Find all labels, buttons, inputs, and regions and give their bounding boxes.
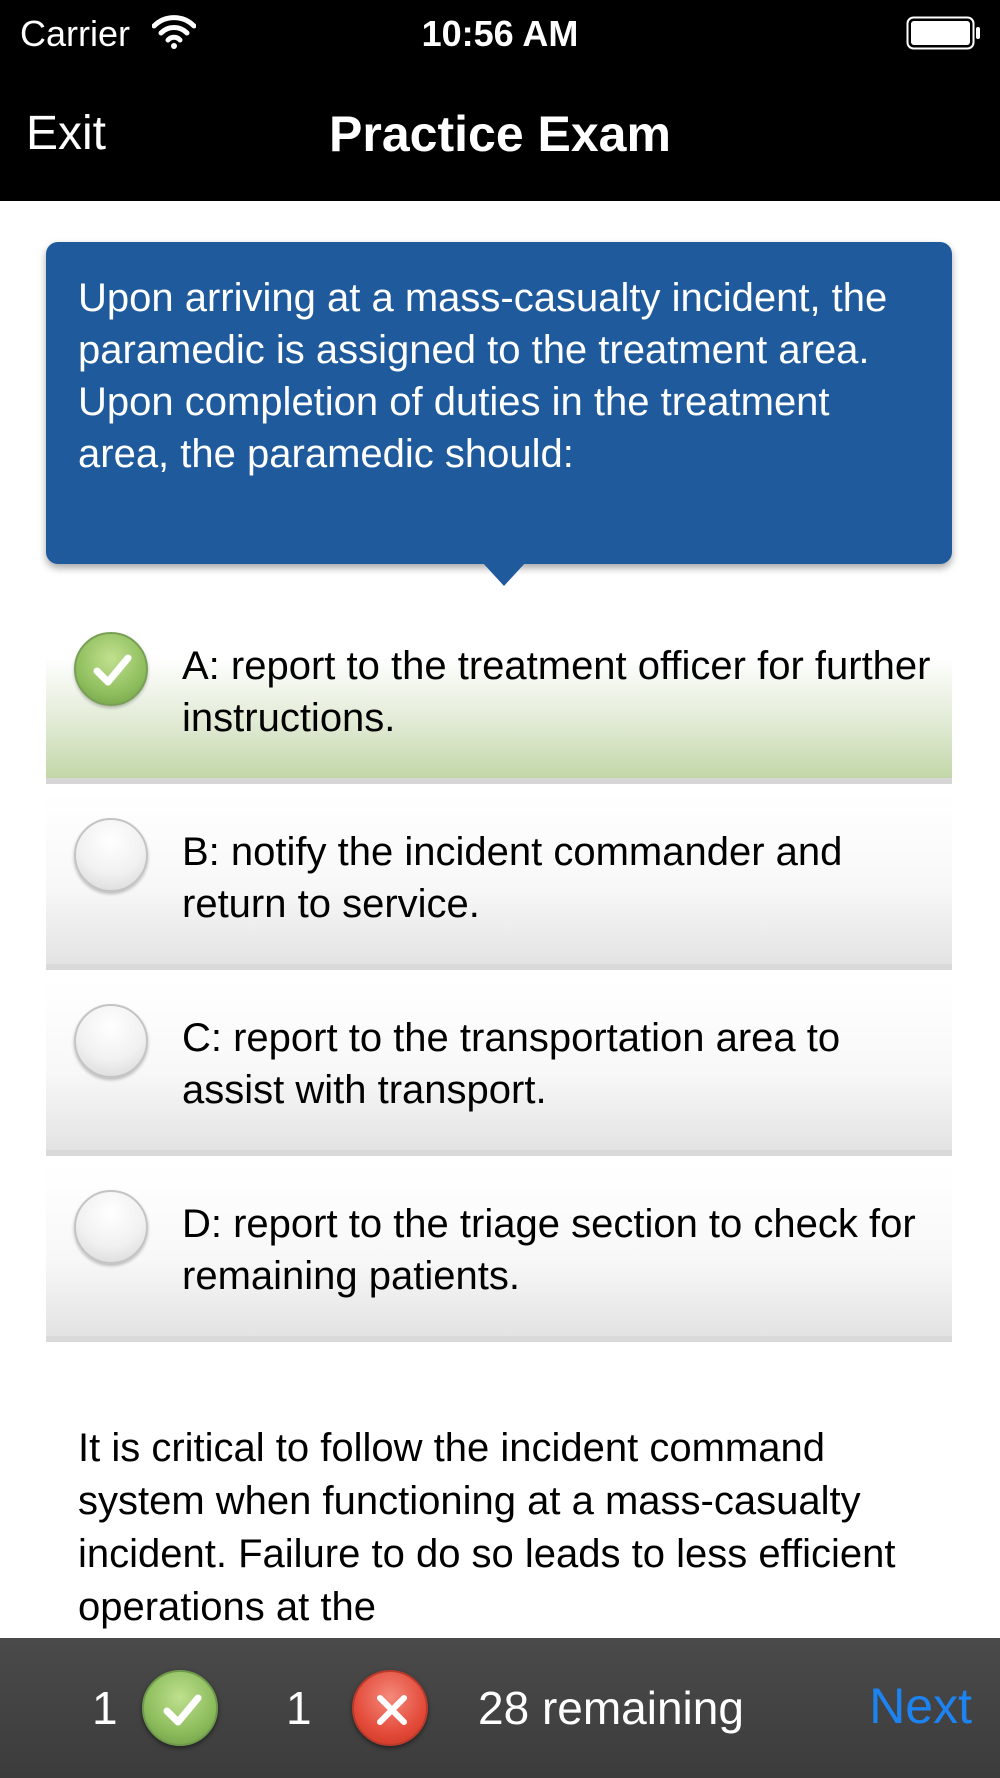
nav-bar [0,68,1000,201]
checkmark-icon [142,1670,218,1746]
next-button[interactable]: Next [869,1678,972,1734]
answer-label: C: report to the transportation area to assist with transport. [182,1016,841,1112]
answer-option-a[interactable] [46,606,952,784]
x-icon [352,1670,428,1746]
status-time: 10:56 AM [421,13,579,54]
answer-option-b[interactable] [46,792,952,970]
question-card [46,242,952,564]
answer-label: B: notify the incident commander and return to service. [182,830,843,926]
battery-icon [906,16,982,50]
bottom-toolbar [0,1638,1000,1778]
radio-button-icon [74,1190,148,1264]
checkmark-icon [74,632,148,706]
answer-option-c[interactable] [46,978,952,1156]
remaining-count: 28 remaining [478,1682,744,1734]
correct-count: 1 [92,1682,118,1734]
answer-label: A: report to the treatment officer for further instructions. [182,644,931,740]
exit-button[interactable]: Exit [26,107,107,160]
status-bar [0,0,1000,68]
carrier-label: Carrier [20,13,131,54]
radio-button-icon [74,1004,148,1078]
radio-button-icon [74,818,148,892]
answer-label: D: report to the triage section to check for remaining patients. [182,1202,916,1298]
wrong-count: 1 [286,1682,312,1734]
page-title: Practice Exam [329,106,671,162]
explanation-text: It is critical to follow the incident command system when functioning at a mass-casualty incident. Failure to do so leads to less efficient operations at the [78,1426,896,1629]
answer-option-d[interactable] [46,1164,952,1342]
question-pointer [482,562,526,586]
question-text: Upon arriving at a mass-casualty incident, the paramedic is assigned to the treatment area. Upon completion of duties in the treatment area, the paramedic should: [78,276,888,476]
